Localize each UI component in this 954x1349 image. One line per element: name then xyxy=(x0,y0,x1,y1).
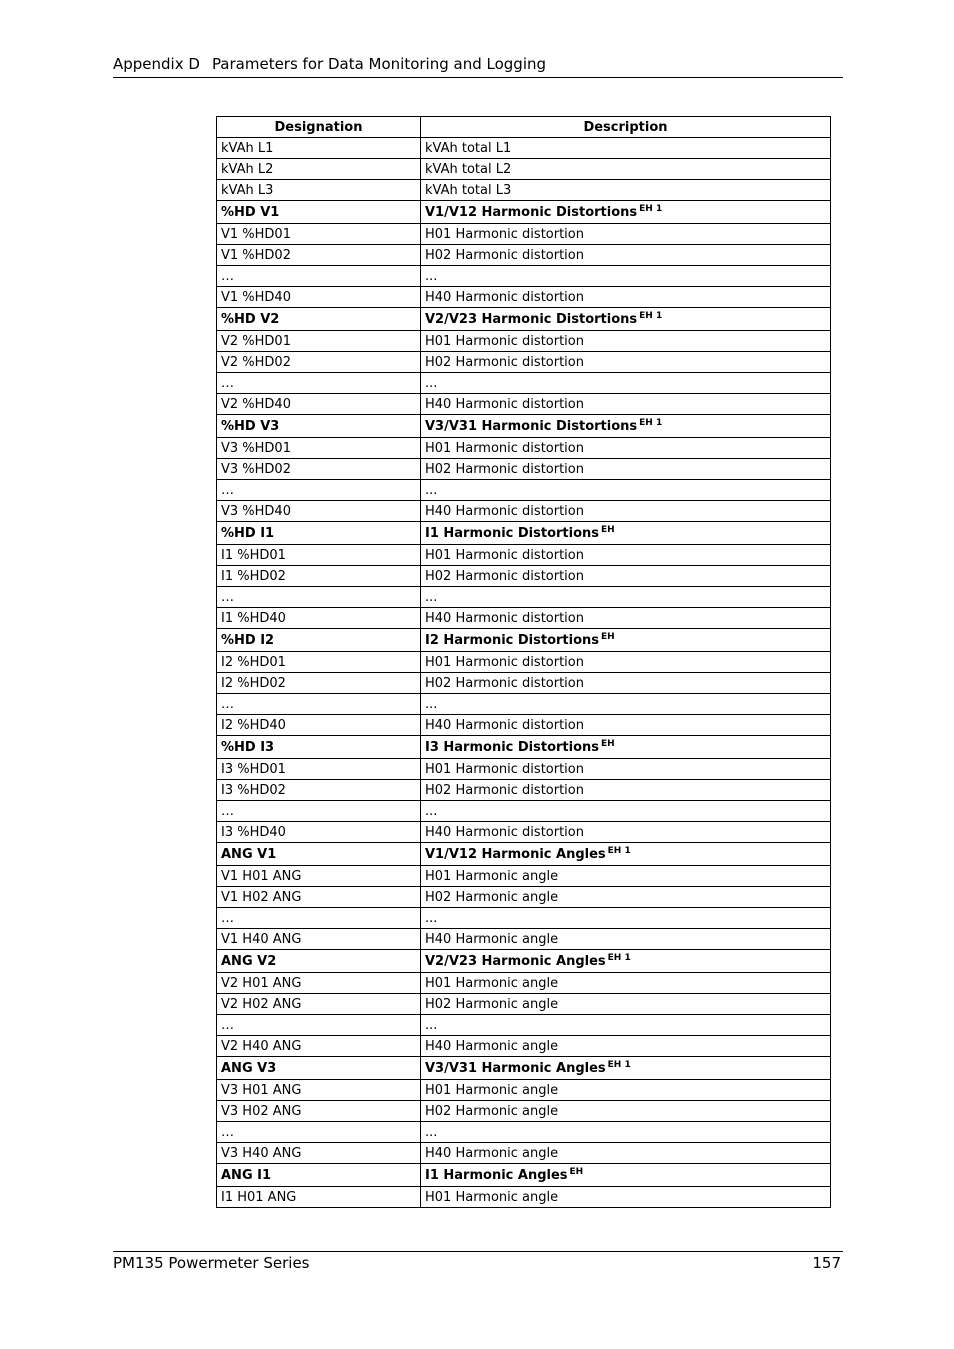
description-cell xyxy=(421,908,831,929)
description-text: ... xyxy=(425,910,438,926)
description-text: V2/V23 Harmonic Distortions xyxy=(425,312,638,327)
description-cell xyxy=(421,159,831,180)
table-row xyxy=(217,545,831,566)
designation-cell: I1 %HD01 xyxy=(217,545,421,566)
designation-cell: %HD V1 xyxy=(217,201,421,224)
table-row xyxy=(217,759,831,780)
designation-cell: kVAh L2 xyxy=(217,159,421,180)
description-cell xyxy=(421,1122,831,1143)
footnote-marker: EH 1 xyxy=(639,311,663,321)
table-group-row xyxy=(217,308,831,331)
designation-cell: I2 %HD02 xyxy=(217,673,421,694)
description-cell xyxy=(421,1036,831,1057)
table-row xyxy=(217,287,831,308)
description-cell xyxy=(421,1015,831,1036)
designation-cell: I2 %HD40 xyxy=(217,715,421,736)
description-text: H02 Harmonic distortion xyxy=(425,461,584,477)
description-cell xyxy=(421,843,831,866)
table-row xyxy=(217,801,831,822)
designation-cell: %HD I2 xyxy=(217,629,421,652)
description-cell xyxy=(421,224,831,245)
table-row xyxy=(217,480,831,501)
description-cell xyxy=(421,201,831,224)
description-cell xyxy=(421,673,831,694)
description-cell xyxy=(421,245,831,266)
table-row xyxy=(217,1101,831,1122)
footnote-marker: EH 1 xyxy=(639,418,663,428)
designation-cell: V1 %HD01 xyxy=(217,224,421,245)
footnote-marker: EH 1 xyxy=(607,1060,631,1070)
description-cell xyxy=(421,629,831,652)
designation-cell: V2 %HD40 xyxy=(217,394,421,415)
designation-cell: … xyxy=(217,1122,421,1143)
designation-cell: V2 H40 ANG xyxy=(217,1036,421,1057)
description-cell xyxy=(421,415,831,438)
table-row xyxy=(217,780,831,801)
designation-cell: kVAh L3 xyxy=(217,180,421,201)
table-group-row xyxy=(217,843,831,866)
description-text: ... xyxy=(425,375,438,391)
table-group-row xyxy=(217,522,831,545)
designation-cell: V3 %HD02 xyxy=(217,459,421,480)
designation-cell: V1 H02 ANG xyxy=(217,887,421,908)
designation-cell: V1 %HD02 xyxy=(217,245,421,266)
description-text: I1 Harmonic Distortions xyxy=(425,526,600,541)
table-row xyxy=(217,501,831,522)
description-cell xyxy=(421,694,831,715)
table-row xyxy=(217,1015,831,1036)
table-row xyxy=(217,180,831,201)
table-row xyxy=(217,352,831,373)
designation-cell: … xyxy=(217,801,421,822)
table-group-row xyxy=(217,201,831,224)
table-header-row xyxy=(217,117,831,138)
table-row xyxy=(217,866,831,887)
description-text: H01 Harmonic distortion xyxy=(425,440,584,456)
designation-cell: V2 H02 ANG xyxy=(217,994,421,1015)
table-row xyxy=(217,138,831,159)
designation-cell: V3 H01 ANG xyxy=(217,1080,421,1101)
designation-cell: V2 %HD01 xyxy=(217,331,421,352)
description-text: H02 Harmonic distortion xyxy=(425,568,584,584)
description-cell xyxy=(421,780,831,801)
description-text: H02 Harmonic angle xyxy=(425,1103,559,1119)
description-text: H01 Harmonic distortion xyxy=(425,333,584,349)
description-cell xyxy=(421,545,831,566)
designation-cell: V1 H01 ANG xyxy=(217,866,421,887)
description-cell xyxy=(421,587,831,608)
description-cell xyxy=(421,459,831,480)
description-text: H01 Harmonic distortion xyxy=(425,547,584,563)
footnote-marker: EH 1 xyxy=(607,953,631,963)
description-cell xyxy=(421,566,831,587)
description-text: V3/V31 Harmonic Angles xyxy=(425,1061,606,1076)
footnote-marker: EH 1 xyxy=(607,846,631,856)
table-row xyxy=(217,224,831,245)
description-text: V1/V12 Harmonic Distortions xyxy=(425,205,638,220)
designation-cell: V3 H40 ANG xyxy=(217,1143,421,1164)
description-text: H40 Harmonic angle xyxy=(425,1038,559,1054)
description-text: ... xyxy=(425,696,438,712)
description-cell xyxy=(421,736,831,759)
description-cell xyxy=(421,287,831,308)
table-row xyxy=(217,245,831,266)
description-cell xyxy=(421,180,831,201)
table-row xyxy=(217,373,831,394)
designation-cell: I2 %HD01 xyxy=(217,652,421,673)
designation-cell: I3 %HD01 xyxy=(217,759,421,780)
table-row xyxy=(217,994,831,1015)
designation-cell: V3 H02 ANG xyxy=(217,1101,421,1122)
description-cell xyxy=(421,308,831,331)
table-row xyxy=(217,1143,831,1164)
description-cell xyxy=(421,866,831,887)
description-cell xyxy=(421,994,831,1015)
description-text: H01 Harmonic angle xyxy=(425,868,559,884)
designation-cell: ANG V3 xyxy=(217,1057,421,1080)
table-group-row xyxy=(217,1057,831,1080)
parameters-table xyxy=(216,116,831,1208)
table-row xyxy=(217,587,831,608)
designation-cell: kVAh L1 xyxy=(217,138,421,159)
table-row xyxy=(217,438,831,459)
designation-cell: … xyxy=(217,1015,421,1036)
table-row xyxy=(217,715,831,736)
table-group-row xyxy=(217,1164,831,1187)
description-text: H01 Harmonic distortion xyxy=(425,226,584,242)
description-text: H01 Harmonic angle xyxy=(425,1189,559,1205)
description-text: ... xyxy=(425,1124,438,1140)
table-row xyxy=(217,1187,831,1208)
designation-cell: %HD V2 xyxy=(217,308,421,331)
description-text: H01 Harmonic distortion xyxy=(425,761,584,777)
table-row xyxy=(217,1080,831,1101)
table-row xyxy=(217,822,831,843)
table-group-row xyxy=(217,629,831,652)
table-row xyxy=(217,566,831,587)
designation-cell: I3 %HD02 xyxy=(217,780,421,801)
designation-cell: %HD I1 xyxy=(217,522,421,545)
appendix-label: Appendix D xyxy=(113,55,200,73)
description-text: H02 Harmonic distortion xyxy=(425,354,584,370)
description-text: ... xyxy=(425,589,438,605)
description-text: I3 Harmonic Distortions xyxy=(425,740,600,755)
table-row xyxy=(217,608,831,629)
description-text: V1/V12 Harmonic Angles xyxy=(425,847,606,862)
designation-cell: ANG I1 xyxy=(217,1164,421,1187)
designation-cell: … xyxy=(217,908,421,929)
table-row xyxy=(217,266,831,287)
column-header-description: Description xyxy=(421,117,831,138)
description-cell xyxy=(421,822,831,843)
description-cell xyxy=(421,1080,831,1101)
description-cell xyxy=(421,138,831,159)
description-text: H01 Harmonic angle xyxy=(425,1082,559,1098)
table-row xyxy=(217,908,831,929)
designation-cell: V1 %HD40 xyxy=(217,287,421,308)
description-text: kVAh total L2 xyxy=(425,161,512,177)
description-cell xyxy=(421,522,831,545)
description-cell xyxy=(421,1187,831,1208)
description-text: H40 Harmonic distortion xyxy=(425,824,584,840)
description-cell xyxy=(421,266,831,287)
description-text: ... xyxy=(425,1017,438,1033)
designation-cell: … xyxy=(217,266,421,287)
description-cell xyxy=(421,759,831,780)
description-cell xyxy=(421,438,831,459)
description-cell xyxy=(421,480,831,501)
description-cell xyxy=(421,715,831,736)
description-cell xyxy=(421,1057,831,1080)
designation-cell: V3 %HD01 xyxy=(217,438,421,459)
table-row xyxy=(217,331,831,352)
table-row xyxy=(217,459,831,480)
description-text: H02 Harmonic distortion xyxy=(425,782,584,798)
designation-cell: I1 %HD02 xyxy=(217,566,421,587)
description-text: H02 Harmonic angle xyxy=(425,889,559,905)
designation-cell: … xyxy=(217,480,421,501)
footnote-marker: EH 1 xyxy=(639,204,663,214)
description-text: I1 Harmonic Angles xyxy=(425,1168,568,1183)
description-text: H02 Harmonic distortion xyxy=(425,675,584,691)
designation-cell: I1 H01 ANG xyxy=(217,1187,421,1208)
page-footer xyxy=(113,1251,843,1272)
description-text: I2 Harmonic Distortions xyxy=(425,633,600,648)
description-cell xyxy=(421,929,831,950)
description-cell xyxy=(421,1164,831,1187)
table-row xyxy=(217,694,831,715)
designation-cell: … xyxy=(217,373,421,394)
designation-cell: V1 H40 ANG xyxy=(217,929,421,950)
table-row xyxy=(217,973,831,994)
designation-cell: I1 %HD40 xyxy=(217,608,421,629)
description-text: H40 Harmonic distortion xyxy=(425,717,584,733)
description-cell xyxy=(421,887,831,908)
table-row xyxy=(217,1036,831,1057)
description-text: H02 Harmonic angle xyxy=(425,996,559,1012)
description-cell xyxy=(421,1101,831,1122)
designation-cell: V3 %HD40 xyxy=(217,501,421,522)
footnote-marker: EH xyxy=(569,1167,584,1177)
page-number: 157 xyxy=(812,1254,841,1272)
page-header xyxy=(113,55,843,78)
table-body xyxy=(217,138,831,1208)
header-title: Parameters for Data Monitoring and Logging xyxy=(211,55,547,73)
designation-cell: ANG V1 xyxy=(217,843,421,866)
description-text: V3/V31 Harmonic Distortions xyxy=(425,419,638,434)
description-text: H40 Harmonic distortion xyxy=(425,503,584,519)
table-row xyxy=(217,673,831,694)
designation-cell: ANG V2 xyxy=(217,950,421,973)
designation-cell: I3 %HD40 xyxy=(217,822,421,843)
description-text: V2/V23 Harmonic Angles xyxy=(425,954,606,969)
designation-cell: … xyxy=(217,694,421,715)
description-cell xyxy=(421,394,831,415)
description-cell xyxy=(421,373,831,394)
designation-cell: %HD V3 xyxy=(217,415,421,438)
description-cell xyxy=(421,652,831,673)
description-text: kVAh total L1 xyxy=(425,140,512,156)
description-cell xyxy=(421,352,831,373)
description-cell xyxy=(421,331,831,352)
description-text: ... xyxy=(425,482,438,498)
description-cell xyxy=(421,608,831,629)
designation-cell: V2 H01 ANG xyxy=(217,973,421,994)
column-header-designation: Designation xyxy=(217,117,421,138)
table-row xyxy=(217,1122,831,1143)
table-group-row xyxy=(217,736,831,759)
description-text: H02 Harmonic distortion xyxy=(425,247,584,263)
description-cell xyxy=(421,950,831,973)
designation-cell: V2 %HD02 xyxy=(217,352,421,373)
description-cell xyxy=(421,501,831,522)
table-row xyxy=(217,929,831,950)
description-text: kVAh total L3 xyxy=(425,182,512,198)
designation-cell: %HD I3 xyxy=(217,736,421,759)
footnote-marker: EH xyxy=(601,525,615,535)
footnote-marker: EH xyxy=(601,739,615,749)
description-text: H40 Harmonic distortion xyxy=(425,396,584,412)
table-row xyxy=(217,887,831,908)
table-group-row xyxy=(217,415,831,438)
table-row xyxy=(217,159,831,180)
table-row xyxy=(217,652,831,673)
footer-product: PM135 Powermeter Series xyxy=(113,1254,310,1272)
designation-cell: … xyxy=(217,587,421,608)
description-text: H40 Harmonic distortion xyxy=(425,289,584,305)
description-cell xyxy=(421,801,831,822)
description-text: H40 Harmonic distortion xyxy=(425,610,584,626)
description-text: H40 Harmonic angle xyxy=(425,1145,559,1161)
footnote-marker: EH xyxy=(601,632,615,642)
description-text: H01 Harmonic angle xyxy=(425,975,559,991)
description-text: H01 Harmonic distortion xyxy=(425,654,584,670)
description-text: ... xyxy=(425,268,438,284)
description-cell xyxy=(421,973,831,994)
description-text: ... xyxy=(425,803,438,819)
description-cell xyxy=(421,1143,831,1164)
description-text: H40 Harmonic angle xyxy=(425,931,559,947)
table-row xyxy=(217,394,831,415)
table-group-row xyxy=(217,950,831,973)
